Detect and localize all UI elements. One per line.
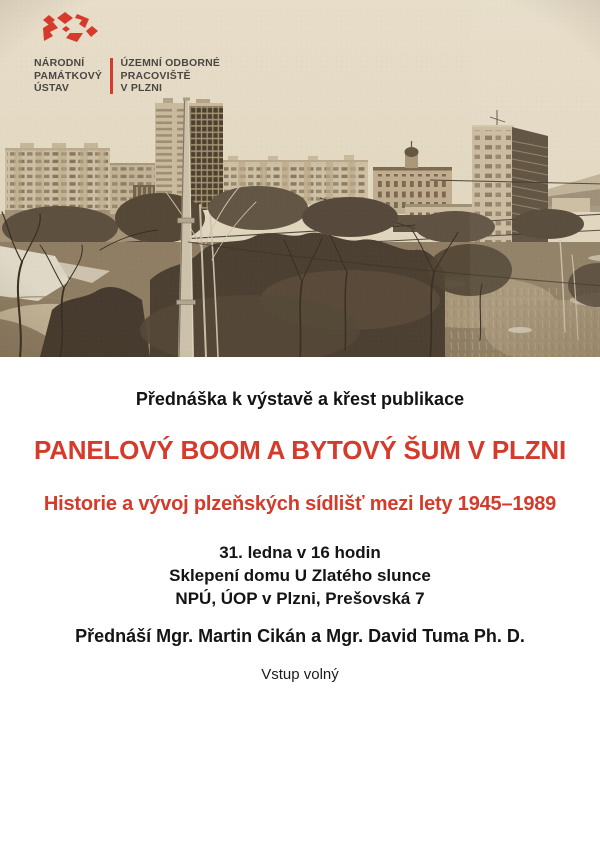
npu-logo bbox=[34, 11, 274, 95]
logo-branch-name bbox=[121, 57, 221, 95]
event-kicker: Přednáška k výstavě a křest publikace bbox=[135, 389, 465, 409]
logo-branch-line: ÚZEMNÍ ODBORNÉ bbox=[120, 57, 221, 69]
event-address: NPÚ, ÚOP v Plzni, Prešovská 7 bbox=[175, 589, 425, 608]
logo-divider bbox=[110, 58, 113, 94]
logo-branch-line: V PLZNI bbox=[120, 82, 163, 94]
logo-org-line: ÚSTAV bbox=[34, 82, 70, 94]
event-venue: Sklepení domu U Zlatého slunce bbox=[169, 566, 431, 585]
event-datetime: 31. ledna v 16 hodin bbox=[219, 543, 381, 562]
event-subtitle: Historie a vývoj plzeňských sídlišť mezi lety 1945–1989 bbox=[43, 493, 557, 515]
npu-rosette-icon bbox=[36, 11, 100, 47]
event-details bbox=[0, 541, 600, 610]
event-admission: Vstup volný bbox=[261, 666, 339, 683]
logo-org-name bbox=[34, 57, 108, 95]
event-title: PANELOVÝ BOOM A BYTOVÝ ŠUM V PLZNI bbox=[33, 435, 567, 465]
logo-org-line: NÁRODNÍ bbox=[34, 57, 85, 69]
event-speakers: Přednáší Mgr. Martin Cikán a Mgr. David Tuma Ph. D. bbox=[75, 626, 525, 646]
logo-branch-line: PRACOVIŠTĚ bbox=[120, 69, 191, 82]
logo-org-line: PAMÁTKOVÝ bbox=[34, 69, 103, 82]
